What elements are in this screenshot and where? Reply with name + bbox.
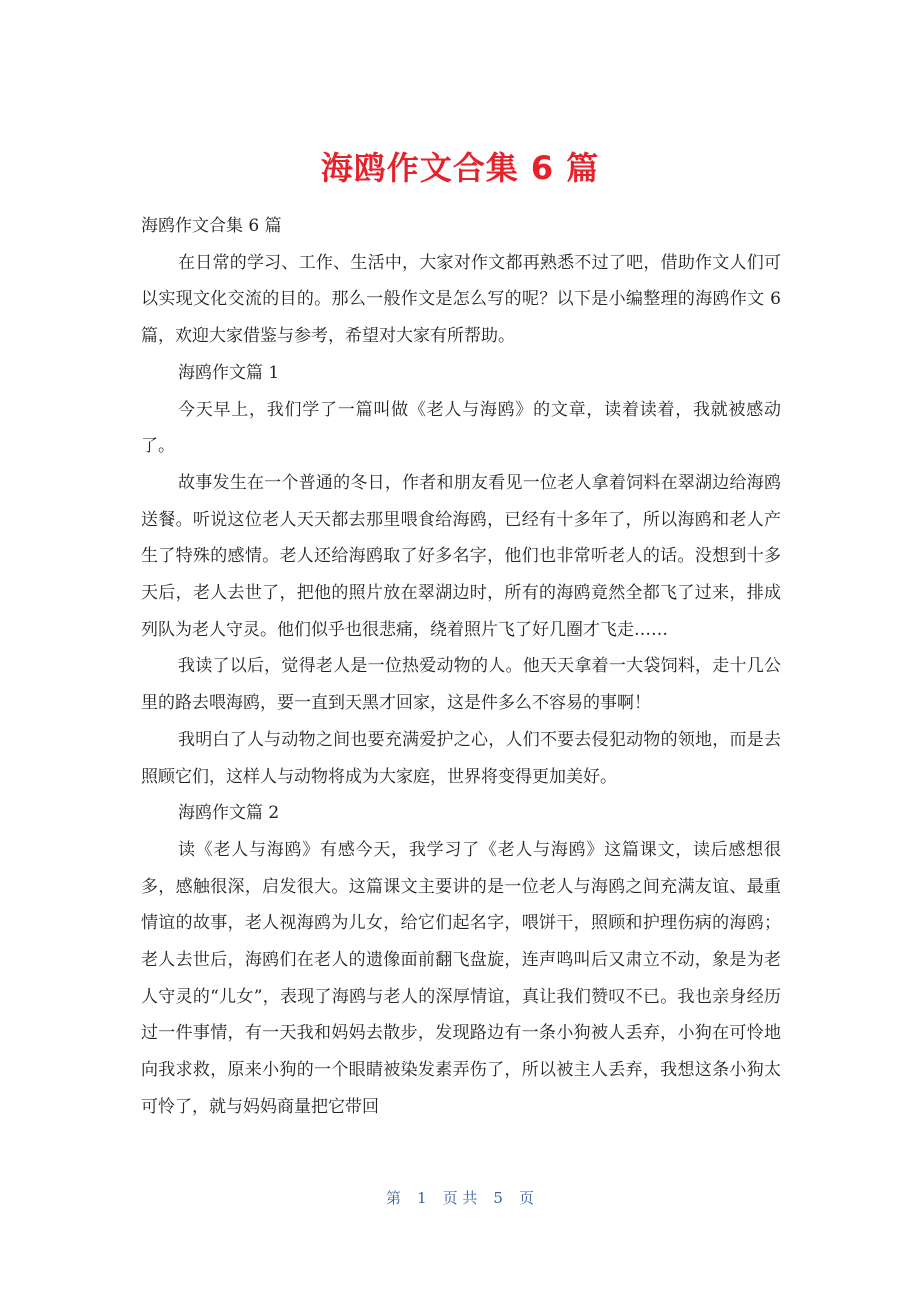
page-footer xyxy=(0,1186,920,1210)
paragraph: 我读了以后，觉得老人是一位热爱动物的人。他天天拿着一大袋饲料，走十几公里的路去喂海鸥，要一直到天黑才回家，这是件多么不容易的事啊！ xyxy=(141,656,781,714)
paragraph: 今天早上，我们学了一篇叫做《老人与海鸥》的文章，读着读着，我就被感动了。 xyxy=(141,399,781,457)
intro-paragraph: 在日常的学习、工作、生活中，大家对作文都再熟悉不过了吧，借助作文人们可以实现文化交流的目的。那么一般作文是怎么写的呢？以下是小编整理的海鸥作文 6 篇，欢迎大家借鉴与参考，希望对大家有所帮助。 xyxy=(141,252,781,347)
paragraph: 我明白了人与动物之间也要充满爱护之心，人们不要去侵犯动物的领地，而是去照顾它们，这样人与动物将成为大家庭，世界将变得更加美好。 xyxy=(141,729,781,787)
document-body xyxy=(141,208,781,1126)
section-heading-2: 海鸥作文篇 2 xyxy=(178,803,280,824)
footer-total-pages: 5 xyxy=(493,1189,503,1207)
footer-label-page: 第 xyxy=(386,1189,402,1207)
footer-label-end: 页 xyxy=(518,1189,534,1207)
document-title: 海鸥作文合集 6 篇 xyxy=(320,149,600,187)
section-heading-1: 海鸥作文篇 1 xyxy=(178,362,280,383)
paragraph: 读《老人与海鸥》有感今天，我学习了《老人与海鸥》这篇课文，读后感想很多，感触很深，启发很大。这篇课文主要讲的是一位老人与海鸥之间充满友谊、最重情谊的故事，老人视海鸥为儿女，给它们起名字，喂饼干，照顾和护理伤病的海鸥；老人去世后，海鸥们在老人的遗像面前翻飞盘旋，连声鸣叫后又肃立不动，象是为老人守灵的“儿女”，表现了海鸥与老人的深厚情谊，真让我们赞叹不已。我也亲身经历过一件事情，有一天我和妈妈去散步，发现路边有一条小狗被人丢弃，小狗在可怜地向我求救，原来小狗的一个眼睛被染发素弄伤了，所以被主人丢弃，我想这条小狗太可怜了，就与妈妈商量把它带回 xyxy=(141,839,781,1117)
footer-label-total: 页 共 xyxy=(442,1189,478,1207)
document-subtitle: 海鸥作文合集 6 篇 xyxy=(141,216,282,236)
paragraph: 故事发生在一个普通的冬日，作者和朋友看见一位老人拿着饲料在翠湖边给海鸥送餐。听说这位老人天天都去那里喂食给海鸥，已经有十多年了，所以海鸥和老人产生了特殊的感情。老人还给海鸥取了好多名字，他们也非常听老人的话。没想到十多天后，老人去世了，把他的照片放在翠湖边时，所有的海鸥竟然全都飞了过来，排成列队为老人守灵。他们似乎也很悲痛，绕着照片飞了好几圈才飞走…… xyxy=(141,472,781,640)
footer-current-page: 1 xyxy=(417,1189,427,1207)
